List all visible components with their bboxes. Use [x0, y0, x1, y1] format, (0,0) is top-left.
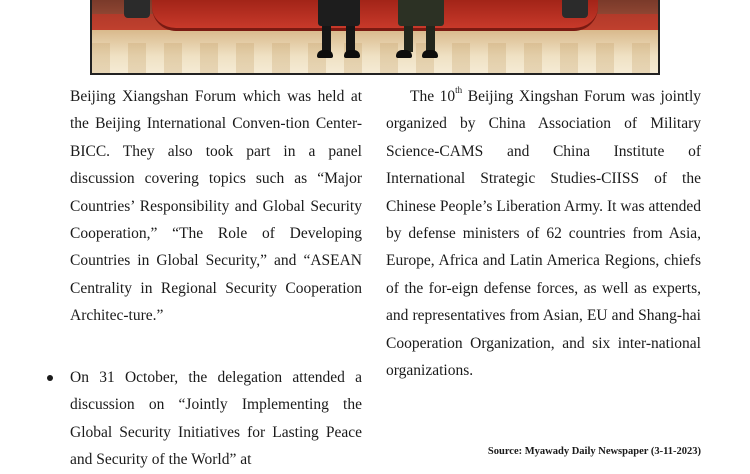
- left-paragraph: Beijing Xiangshan Forum which was held at the Beijing International Conven-tion Center-BICC. They also took part in a panel discussion covering topics such as “Major Countries’ Responsibility and Global Security Cooperation,” “The Role of Developing Countries in Global Security,” and “ASEAN Centrality in Regional Security Cooperation Architec-ture.”: [70, 88, 362, 325]
- news-photo: [90, 0, 660, 75]
- photo-person-1-shoe: [317, 50, 333, 58]
- photo-person-1-shoe: [344, 50, 360, 58]
- ordinal-superscript: th: [455, 84, 463, 95]
- right-paragraph: [386, 83, 701, 384]
- source-credit: Source: Myawady Daily Newspaper (3-11-2023): [487, 446, 701, 457]
- photo-floor: [92, 43, 658, 73]
- bullet-item: [70, 364, 362, 474]
- photo-person-2-shoe: [422, 50, 438, 58]
- photo-stage-backdrop: [152, 0, 598, 31]
- right-paragraph-body: Beijing Xingshan Forum was jointly organized by China Association of Military Science-CAMS and China Institute of International Strategic Studies-CIISS of the Chinese People’s Liberation Army. It was attended by defense ministers of 62 countries from Asia, Europe, Africa and Latin America Regions, chiefs of the for-eign defense forces, as well as experts, and representatives from Asian, EU and Shang-hai Cooperation Organization, and six inter-national organizations.: [386, 88, 701, 380]
- photo-post-left: [124, 0, 150, 18]
- left-column: [70, 83, 362, 330]
- right-column: [386, 83, 701, 384]
- bullet-text: On 31 October, the delegation attended a discussion on “Jointly Implementing the Global Security Initiatives for Lasting Peace and Security of the World” at: [70, 369, 362, 469]
- photo-post-right: [562, 0, 588, 18]
- photo-person-2-shoe: [396, 50, 412, 58]
- photo-person-1: [318, 0, 360, 26]
- photo-person-2: [398, 0, 444, 26]
- bullet-icon: [47, 375, 53, 381]
- right-paragraph-lead: The 10: [410, 88, 456, 105]
